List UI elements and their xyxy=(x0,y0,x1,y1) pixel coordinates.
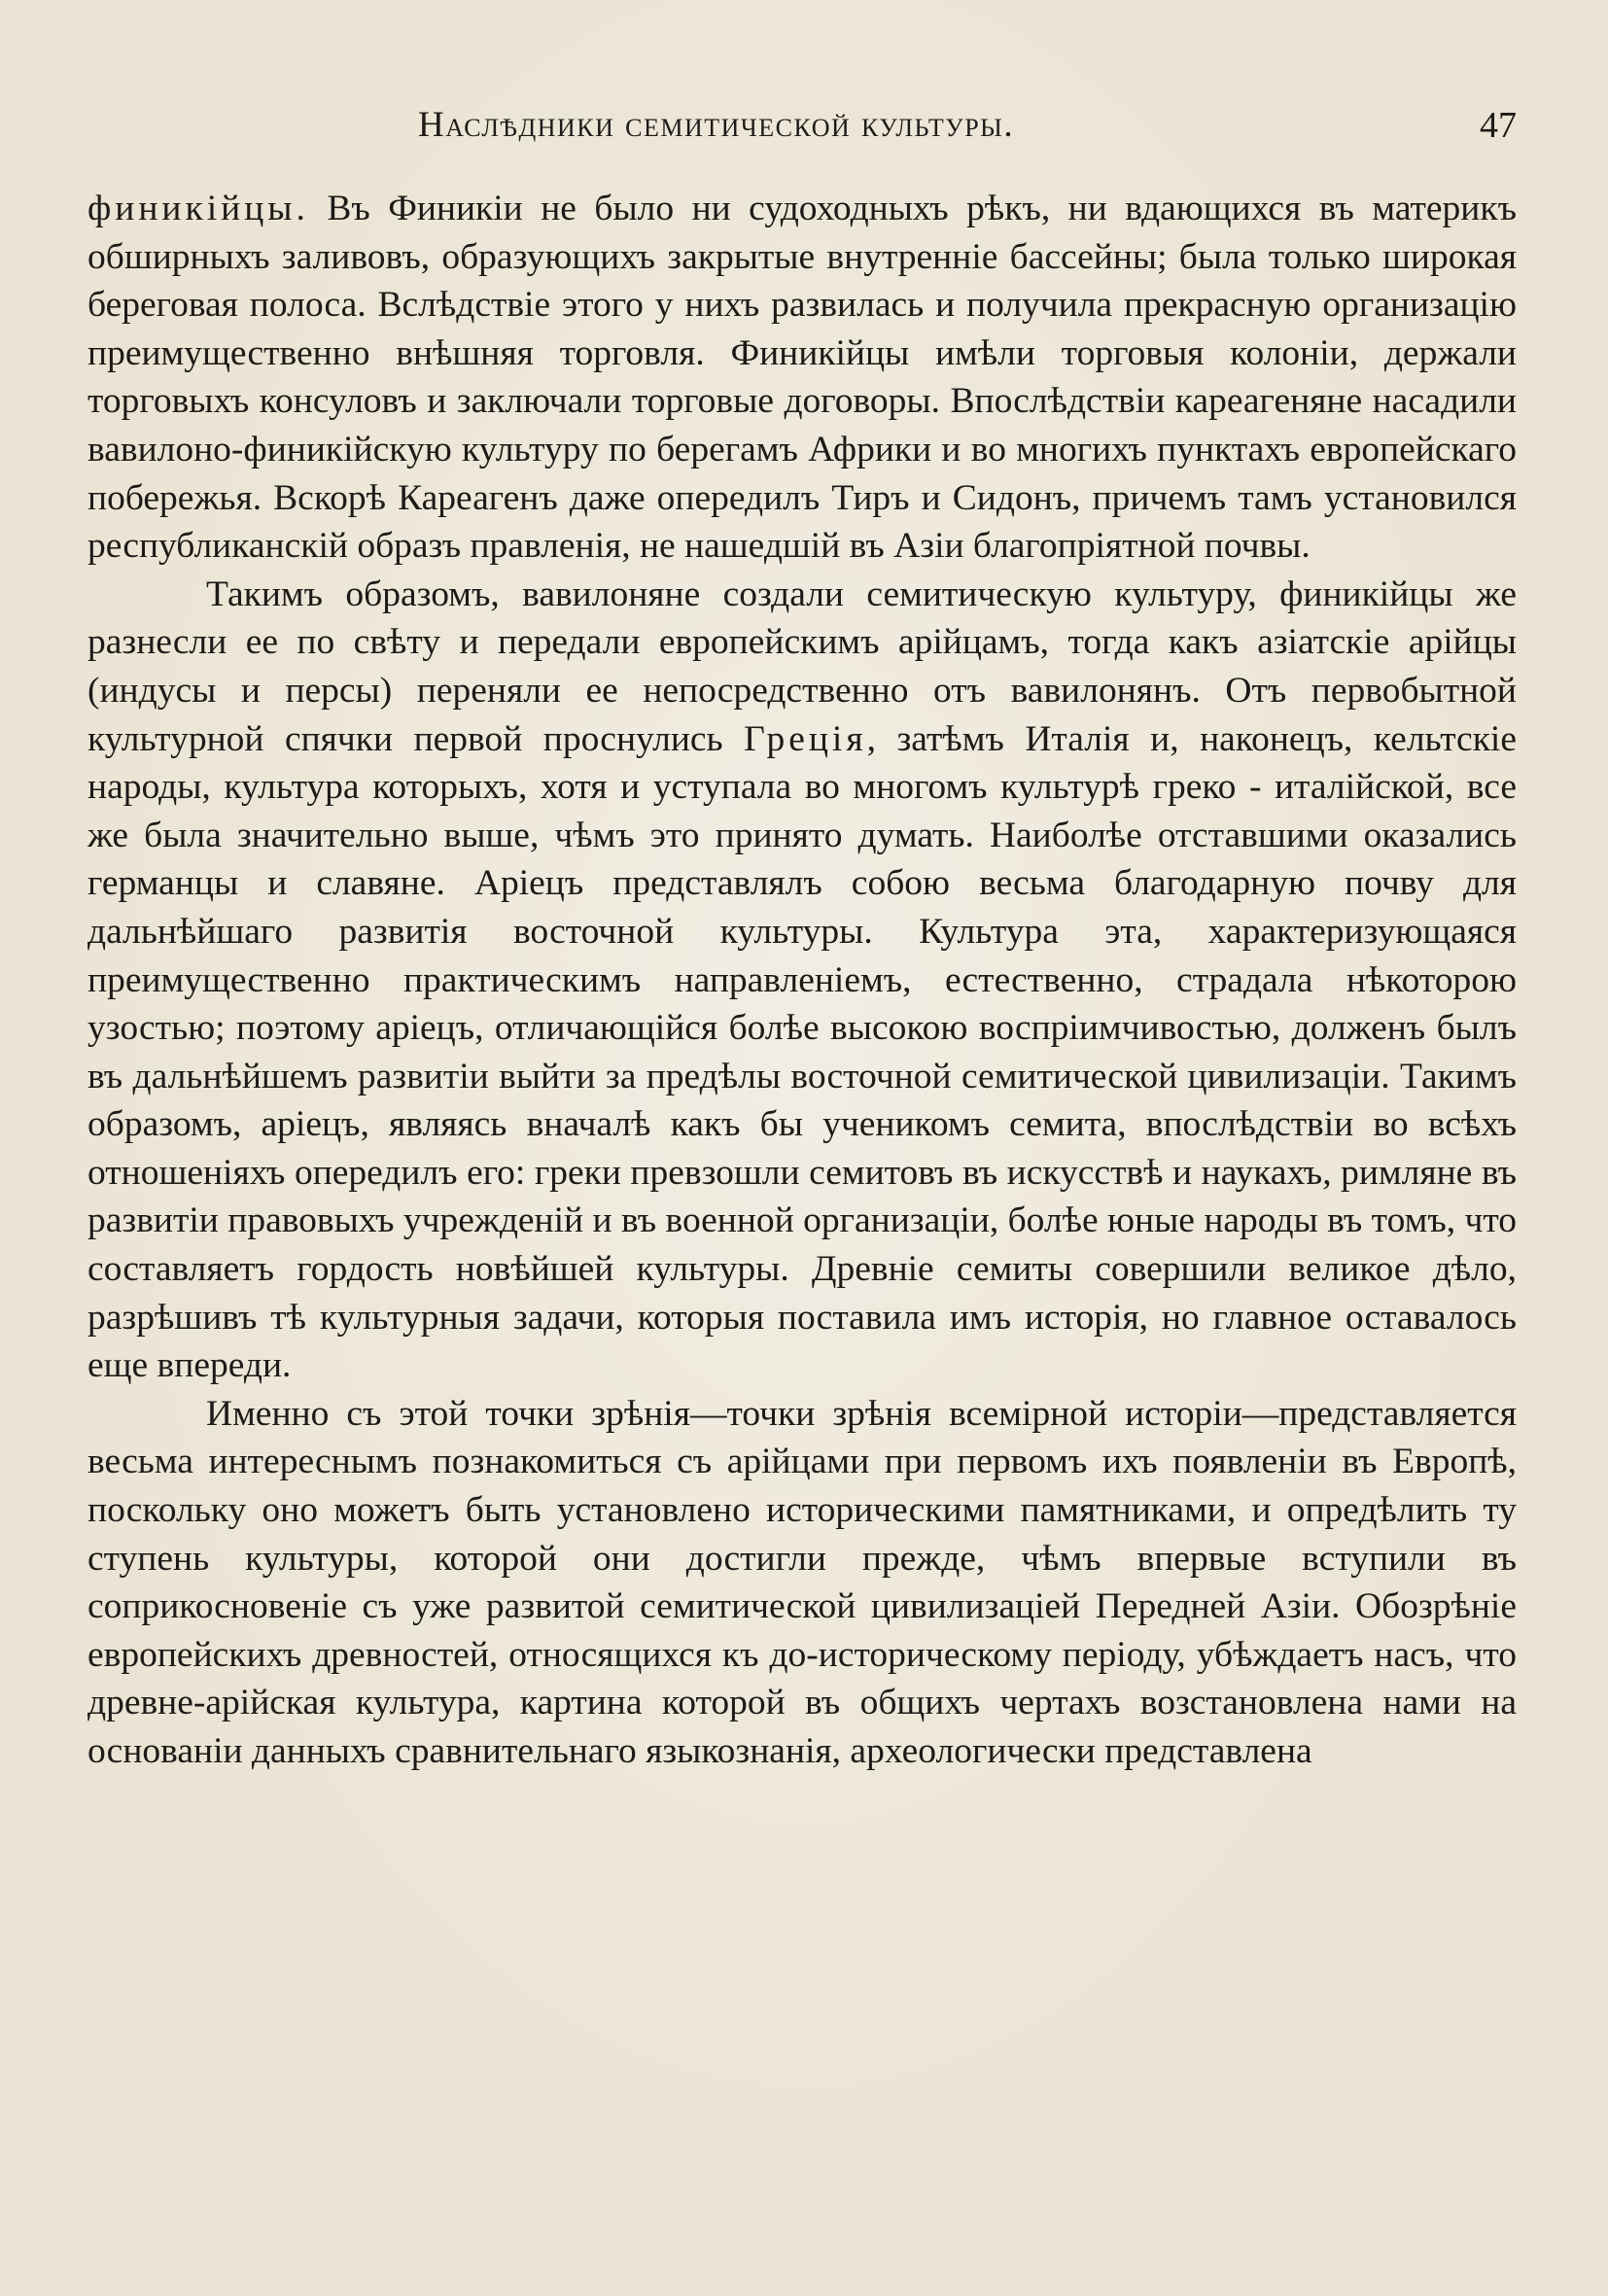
paragraph-2-text-part-a: Такимъ образомъ, вавилоняне создали семитическую культуру, финикійцы же разнесли ее по свѣту и передали европейскимъ арійцамъ, тогда какъ азіатскіе арійцы (индусы и персы) переняли ее непосредственно отъ вавилонянъ. Отъ первобытной культурной спячки первой проснулись xyxy=(87,574,1517,759)
paragraph-2 xyxy=(87,571,1517,1390)
paragraph-2-text-part-b: , затѣмъ Италія и, наконецъ, кельтскіе народы, культура которыхъ, хотя и уступала во многомъ культурѣ греко - италійской, все же была значительно выше, чѣмъ это принято думать. Наиболѣе отставшими оказались германцы и славяне. Аріецъ представлялъ собою весьма благодарную почву для дальнѣйшаго развитія восточной культуры. Культура эта, характеризующаяся преимущественно практическимъ направленіемъ, естественно, страдала нѣкоторою узостью; поэтому аріецъ, отличающійся болѣе высокою воспріимчивостью, долженъ былъ въ дальнѣйшемъ развитіи выйти за предѣлы восточной семитической цивилизаціи. Такимъ образомъ, аріецъ, являясь вначалѣ какъ бы ученикомъ семита, впослѣдствіи во всѣхъ отношеніяхъ опередилъ его: греки превзошли семитовъ въ искусствѣ и наукахъ, римляне въ развитіи правовыхъ учрежденій и въ военной организаціи, болѣе юные народы въ томъ, что составляетъ гордость новѣйшей культуры. Древніе семиты совершили великое дѣло, разрѣшивъ тѣ культурныя задачи, которыя поставила имъ исторія, но главное оставалось еще впереди. xyxy=(87,718,1517,1386)
paragraph-3 xyxy=(87,1390,1517,1776)
paragraph-2-emphasis: Греція xyxy=(744,718,867,759)
paragraph-1 xyxy=(87,185,1517,571)
body-text xyxy=(87,185,1517,1776)
running-head xyxy=(87,101,1517,159)
paragraph-1-lead-word: финикійцы. xyxy=(87,189,309,228)
page-number: 47 xyxy=(1480,105,1517,146)
running-title: Наслѣдники семитической культуры. xyxy=(418,105,1015,145)
paragraph-3-text: Именно съ этой точки зрѣнія—точки зрѣнія всемірной исторіи—представляется весьма интереснымъ познакомиться съ арійцами при первомъ ихъ появленіи въ Европѣ, поскольку оно можетъ быть установлено историческими памятниками, и опредѣлить ту ступень культуры, которой они достигли прежде, чѣмъ впервые вступили въ соприкосновеніе съ уже развитой семитической цивилизаціей Передней Азіи. Обозрѣніе европейскихъ древностей, относящихся къ до-историческому періоду, убѣждаетъ насъ, что древне-арійская культура, картина которой въ общихъ чертахъ возстановлена нами на основаніи данныхъ сравнительнаго языкознанія, археологически представлена xyxy=(87,1393,1517,1771)
paragraph-1-text: Въ Финикіи не было ни судоходныхъ рѣкъ, ни вдающихся въ материкъ обширныхъ заливовъ, образующихъ закрытые внутренніе бассейны; была только широкая береговая полоса. Вслѣдствіе этого у нихъ развилась и получила прекрасную организацію преимущественно внѣшняя торговля. Финикійцы имѣли торговыя колоніи, держали торговыхъ консуловъ и заключали торговые договоры. Впослѣдствіи кареагеняне насадили вавилоно-финикійскую культуру по берегамъ Африки и во многихъ пунктахъ европейскаго побережья. Вскорѣ Кареагенъ даже опередилъ Тиръ и Сидонъ, причемъ тамъ установился республиканскій образъ правленія, не нашедшій въ Азіи благопріятной почвы. xyxy=(87,189,1517,567)
